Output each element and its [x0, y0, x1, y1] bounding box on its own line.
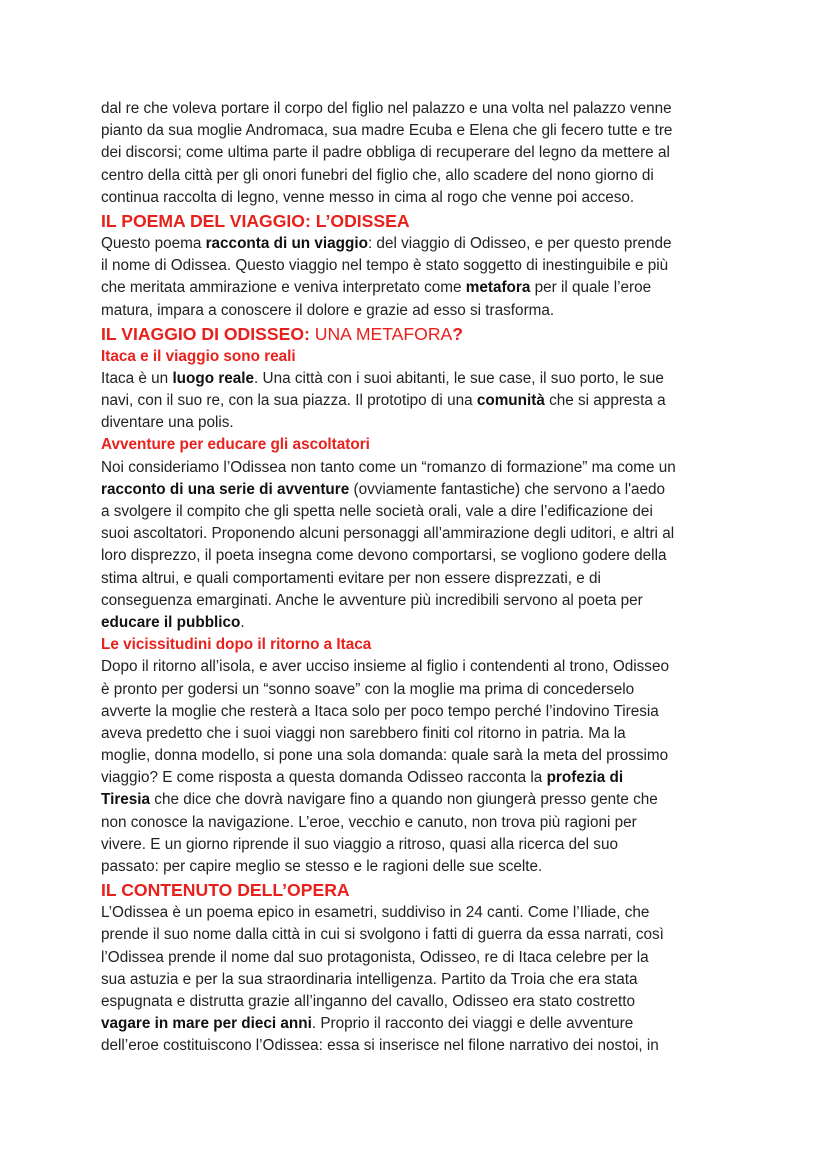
text-line: Itaca è un luogo reale. Una città con i suoi abitanti, le sue case, il suo porto, le sue [101, 369, 664, 387]
document-page [101, 98, 741, 1058]
text-line: passato: per capire meglio se stesso e le ragioni delle sue scelte. [101, 858, 543, 875]
text-line: non conosce la navigazione. L’eroe, vecchio e canuto, non trova più ragioni per [101, 813, 637, 831]
text-line: Questo poema racconta di un viaggio: del viaggio di Odisseo, e per questo prende [101, 234, 672, 252]
text-line: dell’eroe costituiscono l’Odissea: essa si inserisce nel filone narrativo dei nostoi, in [101, 1037, 659, 1055]
text-line: Noi consideriamo l’Odissea non tanto come un “romanzo di formazione” ma come un [101, 458, 676, 476]
text-line: Tiresia che dice che dovrà navigare fino a quando non giungerà presso gente che [101, 791, 658, 809]
text-line: il nome di Odissea. Questo viaggio nel tempo è stato soggetto di inestinguibile e più [101, 257, 669, 275]
text-line: conseguenza emarginati. Anche le avventure più incredibili servono al poeta per [101, 591, 643, 609]
text-line: dal re che voleva portare il corpo del figlio nel palazzo e una volta nel palazzo venne [101, 100, 672, 117]
text-line: a svolgere il compito che gli spetta nelle società orali, vale a dire l’edificazione dei [101, 503, 653, 520]
text-line: diventare una polis. [101, 414, 234, 432]
text-line: suoi ascoltatori. Proponendo alcuni personaggi all’ammirazione degli uditori, e altri al [101, 525, 675, 543]
text-line: educare il pubblico. [101, 613, 245, 631]
text-line: che meritata ammirazione e veniva interpretato come metafora per il quale l’eroe [101, 279, 652, 297]
text-line: dei discorsi; come ultima parte il padre obbliga di recuperare del legno da mettere al [101, 144, 670, 162]
subheading-avventure: Avventure per educare gli ascoltatori [101, 436, 370, 454]
text-line: continua raccolta di legno, venne messo in cima al rogo che venne poi acceso. [101, 188, 635, 206]
text-line: espugnata e distrutta grazie all’inganno del cavallo, Odisseo era stato costretto [101, 992, 636, 1010]
text-line: Dopo il ritorno all’isola, e aver ucciso insieme al figlio i contendenti al trono, Odisseo [101, 658, 669, 676]
subheading-itaca: Itaca e il viaggio sono reali [101, 347, 296, 365]
text-line: stima altrui, e quali comportamenti evitare per non essere disprezzati, e di [101, 569, 601, 587]
text-line: L’Odissea è un poema epico in esametri, suddiviso in 24 canti. Come l’Iliade, che [101, 904, 650, 922]
text-line: prende il suo nome dalla città in cui si svolgono i fatti di guerra da essa narrati, così [101, 926, 664, 944]
text-line: l’Odissea prende il nome dal suo protagonista, Odisseo, re di Itaca celebre per la [101, 948, 649, 966]
text-line: matura, impara a conoscere il dolore e grazie ad esso si trasforma. [101, 301, 555, 319]
text-line: sua astuzia e per la sua straordinaria intelligenza. Partito da Troia che era stata [101, 970, 638, 988]
text-line: avverte la moglie che resterà a Itaca solo per poco tempo perché l’indovino Tiresia [101, 702, 659, 720]
text-line: aveva predetto che i suoi viaggi non sarebbero finiti col ritorno in patria. Ma la [101, 724, 626, 742]
text-line: centro della città per gli onori funebri del figlio che, allo scadere del nono giorno di [101, 166, 654, 184]
text-line: vagare in mare per dieci anni. Proprio il racconto dei viaggi e delle avventure [101, 1015, 634, 1033]
text-line: vivere. E un giorno riprende il suo viaggio a ritroso, quasi alla ricerca del suo [101, 835, 618, 853]
heading-contenuto: IL CONTENUTO DELL’OPERA [101, 880, 350, 901]
text-line: moglie, donna modello, si pone una sola domanda: quale sarà la meta del prossimo [101, 747, 669, 765]
text-line: pianto da sua moglie Andromaca, sua madre Ecuba e Elena che gli fecero tutte e tre [101, 122, 673, 140]
heading-odissea: IL POEMA DEL VIAGGIO: L’ODISSEA [101, 210, 410, 231]
text-line: racconto di una serie di avventure (ovviamente fantastiche) che servono a l'aedo [101, 480, 666, 498]
subheading-vicissitudini: Le vicissitudini dopo il ritorno a Itaca [101, 636, 372, 654]
text-line: è pronto per godersi un “sonno soave” con la moglie ma prima di concederselo [101, 680, 635, 698]
text-line: loro disprezzo, il poeta insegna come devono comportarsi, se vogliono godere della [101, 547, 667, 565]
heading-metafora: IL VIAGGIO DI ODISSEO: UNA METAFORA? [101, 323, 464, 344]
text-line: viaggio? E come risposta a questa domanda Odisseo racconta la profezia di [101, 769, 624, 787]
text-line: navi, con il suo re, con la sua piazza. Il prototipo di una comunità che si appresta a [101, 392, 666, 410]
